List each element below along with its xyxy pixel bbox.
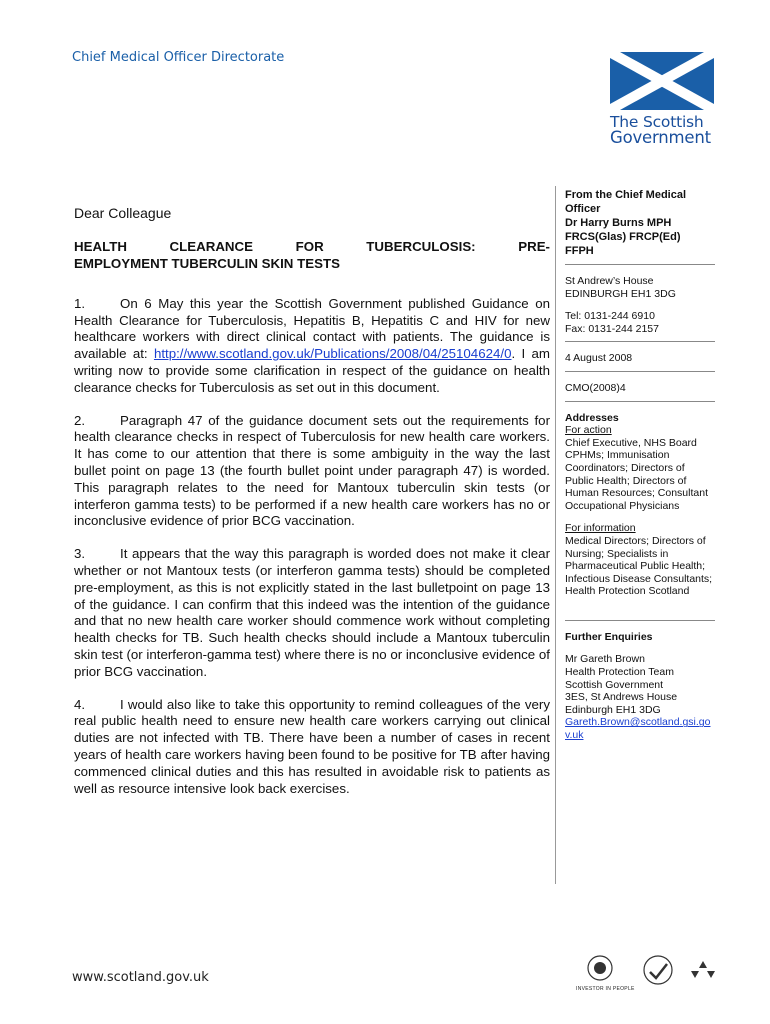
logo-line-1: The Scottish (610, 113, 704, 131)
paragraph-1: 1. On 6 May this year the Scottish Government published Guidance on Health Clearance for Tuberculosis, Hepatitis B, Hepatitis C and HIV for new healthcare workers with direct clinical contact with patients. The guidance is available at: http://www.scotland.gov.uk/Publications/2008/04/25104624/0. I am writing now to provide some clarification in respect of the guidance on health clearance checks for Tuberculosis as set out in this document. (74, 295, 550, 395)
letter-date: 4 August 2008 (565, 352, 633, 365)
for-info-label: For information (565, 522, 636, 535)
from-block: From the Chief Medical Officer Dr Harry Burns MPH FRCS(Glas) FRCP(Ed) FFPH (565, 189, 687, 257)
for-action-text: Chief Executive, NHS Board CPHMs; Immunisation Coordinators; Directors of Public Health; Directors of Human Resources; Consultant Occupational Physicians (565, 436, 708, 512)
paragraph-number: 2. (74, 412, 86, 428)
footer-badges (570, 950, 720, 1000)
heading-word: TUBERCULOSIS: (366, 238, 476, 254)
divider (565, 341, 715, 342)
investor-in-people-icon (570, 950, 720, 1000)
paragraph-3: 3. It appears that the way this paragraph is worded does not make it clear whether or not Mantoux tests (or interferon gamma tests) should be completed pre-employment, as this is not explicitly stated in the last bulletpoint on page 13 of the guidance. I can confirm that this indeed was the intention of the guidance and that no new health care worker should commence work without completing health checks for TB. Such health checks should include a Mantoux tuberculin skin test (or interferon-gamma test) where there is no or inconclusive evidence of prior BCG vaccination. (74, 546, 550, 679)
enquiries-heading: Further Enquiries (565, 630, 653, 643)
heading-word: HEALTH (74, 238, 127, 254)
letter-body (74, 205, 550, 813)
badge-text: INVESTOR IN PEOPLE (576, 986, 635, 992)
logo-line-2: Government (610, 128, 711, 147)
addresses-heading: Addresses (565, 411, 619, 424)
paragraph-2: 2. Paragraph 47 of the guidance document sets out the requirements for health clearance checks in respect of Tuberculosis for new health care workers. It has come to our attention that there is some ambiguity in the way the last bullet point on page 13 (the fourth bullet point under paragraph 47) is worded. This paragraph relates to the need for Mantoux tuberculin skin tests (or interferon gamma tests) to be performed if a new health care workers has no or inconclusive evidence of prior BCG vaccination. (74, 412, 550, 529)
contact-email-link[interactable]: Gareth.Brown@scotland.gsi.gov.uk (565, 716, 711, 742)
paragraph-number: 4. (74, 696, 86, 712)
directorate-title: Chief Medical Officer Directorate (72, 50, 285, 65)
paragraph-number: 1. (74, 295, 86, 311)
divider (565, 264, 715, 265)
fax: Fax: 0131-244 2157 (565, 322, 659, 335)
footer-url: www.scotland.gov.uk (72, 970, 209, 985)
paragraph-number: 3. (74, 546, 86, 562)
divider (565, 401, 715, 402)
guidance-link[interactable]: http://www.scotland.gov.uk/Publications/2008/04/25104624/0 (153, 346, 512, 362)
saltire-flag-icon (610, 52, 714, 110)
letter-heading (74, 238, 550, 272)
heading-word: FOR (295, 238, 324, 254)
sidebar (555, 186, 715, 884)
heading-word: CLEARANCE (169, 238, 254, 254)
scottish-government-logo (610, 52, 714, 145)
salutation: Dear Colleague (74, 205, 172, 221)
address-block: St Andrew’s House EDINBURGH EH1 3DG (565, 275, 676, 300)
heading-word: PRE- (518, 238, 550, 254)
for-action-label: For action (565, 424, 612, 437)
paragraph-4: 4. I would also like to take this opportunity to remind colleagues of the very real public health need to ensure new health care workers carrying out clinical duties are not infected with TB. There have been a number of cases in recent years of health care workers having been found to be positive for TB after having commenced clinical duties and this has resulted in avoidable risk to patients as well as resource intensive look back exercises. (74, 696, 550, 796)
divider (565, 620, 715, 621)
reference: CMO(2008)4 (565, 381, 626, 394)
for-info-text: Medical Directors; Directors of Nursing; Specialists in Pharmaceutical Public Health; Infectious Disease Consultants; Health Protection Scotland (565, 534, 713, 598)
tel: Tel: 0131-244 6910 (565, 310, 655, 323)
divider (565, 371, 715, 372)
heading-line-2: EMPLOYMENT TUBERCULIN SKIN TESTS (74, 255, 340, 271)
contact-block: Mr Gareth Brown Health Protection Team Scottish Government 3ES, St Andrews House Edinburgh EH1 3DG (565, 653, 678, 716)
